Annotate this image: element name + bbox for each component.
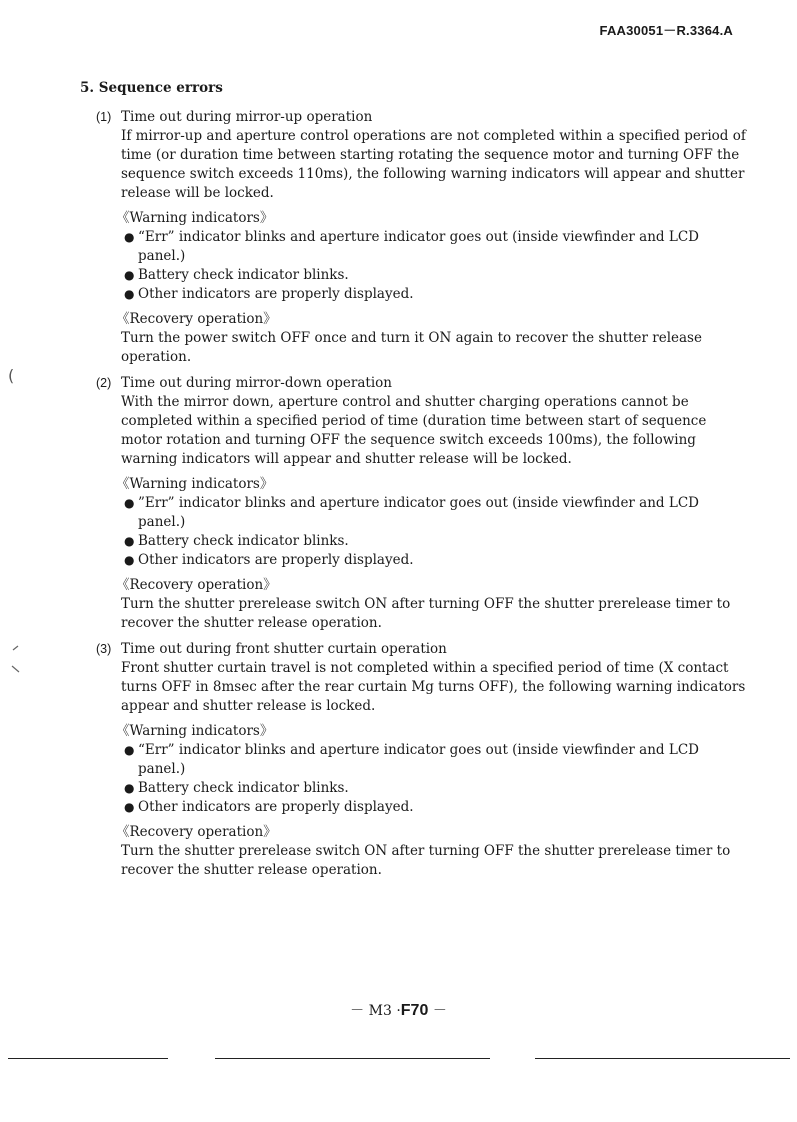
warning-text: Battery check indicator blinks. — [138, 533, 349, 549]
recovery-heading: 《Recovery operation》 — [116, 577, 277, 593]
warning-text: Battery check indicator blinks. — [138, 267, 349, 283]
warning-text: Battery check indicator blinks. — [138, 780, 349, 796]
list-item — [124, 779, 746, 798]
list-item — [124, 494, 746, 532]
warning-list — [124, 228, 746, 304]
warning-list — [124, 494, 746, 570]
warning-text: “Err” indicator blinks and aperture indicator goes out (inside viewfinder and LCD panel.) — [138, 742, 699, 777]
warning-text: ”Err” indicator blinks and aperture indicator goes out (inside viewfinder and LCD panel.) — [138, 495, 699, 530]
item-title: Time out during mirror-up operation — [121, 109, 373, 125]
list-item — [124, 551, 746, 570]
item-title: Time out during front shutter curtain operation — [121, 641, 447, 657]
binding-hole-mark: ( — [8, 366, 15, 385]
recovery-text: Turn the shutter prerelease switch ON after turning OFF the shutter prerelease timer to recover the shutter release operation. — [121, 596, 731, 631]
item-heading — [96, 640, 746, 659]
list-item — [124, 741, 746, 779]
bullet-dot-icon: ● — [124, 800, 135, 814]
item-heading — [96, 108, 746, 127]
warning-text: Other indicators are properly displayed. — [138, 286, 414, 302]
item-description: Front shutter curtain travel is not completed within a specified period of time (X contact turns OFF in 8msec after the rear curtain Mg turns OFF), the following warning indicators appear and shutter release is locked. — [121, 660, 746, 714]
list-item — [124, 285, 746, 304]
tick-mark-icon — [8, 640, 22, 674]
footer-separator: · — [396, 1003, 401, 1019]
footer-dash-left: － — [350, 1003, 365, 1019]
bullet-dot-icon: ● — [124, 496, 135, 510]
error-item-mirror-up — [96, 108, 746, 367]
error-item-front-curtain — [96, 640, 746, 880]
recovery-heading: 《Recovery operation》 — [116, 311, 277, 327]
warning-text: “Err” indicator blinks and aperture indicator goes out (inside viewfinder and LCD panel.) — [138, 229, 699, 264]
item-description: If mirror-up and aperture control operations are not completed within a specified period of time (or duration time between starting rotating the sequence motor and turning OFF the sequence switch exceeds 110ms), the following warning indicators will appear and shutter release will be locked. — [121, 128, 746, 201]
footer-dash-right: － — [432, 1003, 447, 1019]
footer-model: F70 — [400, 1002, 429, 1019]
binding-tick-mark — [8, 640, 22, 674]
item-title: Time out during mirror-down operation — [121, 375, 392, 391]
item-number: (3) — [96, 642, 112, 656]
list-item — [124, 532, 746, 551]
document-code: FAA30051－R.3364.A — [599, 23, 733, 38]
warning-text: Other indicators are properly displayed. — [138, 799, 414, 815]
list-item — [124, 228, 746, 266]
item-number: (1) — [96, 110, 112, 124]
warning-text: Other indicators are properly displayed. — [138, 552, 414, 568]
footer-rule-center — [215, 1058, 490, 1059]
recovery-heading: 《Recovery operation》 — [116, 824, 277, 840]
section-title: 5. Sequence errors — [80, 80, 223, 96]
warning-heading: 《Warning indicators》 — [116, 723, 274, 739]
item-description: With the mirror down, aperture control and shutter charging operations cannot be completed within a specified period of time (duration time between start of sequence motor rotation and turning OFF the sequence switch exceeds 100ms), the following warning indicators will appear and shutter release will be locked. — [121, 394, 707, 467]
item-heading — [96, 374, 746, 393]
bullet-dot-icon: ● — [124, 534, 135, 548]
list-item — [124, 266, 746, 285]
bullet-dot-icon: ● — [124, 230, 135, 244]
recovery-text: Turn the power switch OFF once and turn it ON again to recover the shutter release operation. — [121, 330, 702, 365]
footer-page-ref: M3 — [368, 1003, 392, 1019]
page-footer — [0, 1000, 797, 1020]
bullet-dot-icon: ● — [124, 268, 135, 282]
footer-rule-left — [8, 1058, 168, 1059]
warning-heading: 《Warning indicators》 — [116, 476, 274, 492]
recovery-text: Turn the shutter prerelease switch ON after turning OFF the shutter prerelease timer to recover the shutter release operation. — [121, 843, 731, 878]
bullet-dot-icon: ● — [124, 743, 135, 757]
warning-list — [124, 741, 746, 817]
error-item-mirror-down — [96, 374, 746, 633]
bullet-dot-icon: ● — [124, 287, 135, 301]
bullet-dot-icon: ● — [124, 781, 135, 795]
bullet-dot-icon: ● — [124, 553, 135, 567]
item-number: (2) — [96, 376, 112, 390]
section-body — [96, 108, 746, 887]
footer-rule-right — [535, 1058, 790, 1059]
list-item — [124, 798, 746, 817]
warning-heading: 《Warning indicators》 — [116, 210, 274, 226]
